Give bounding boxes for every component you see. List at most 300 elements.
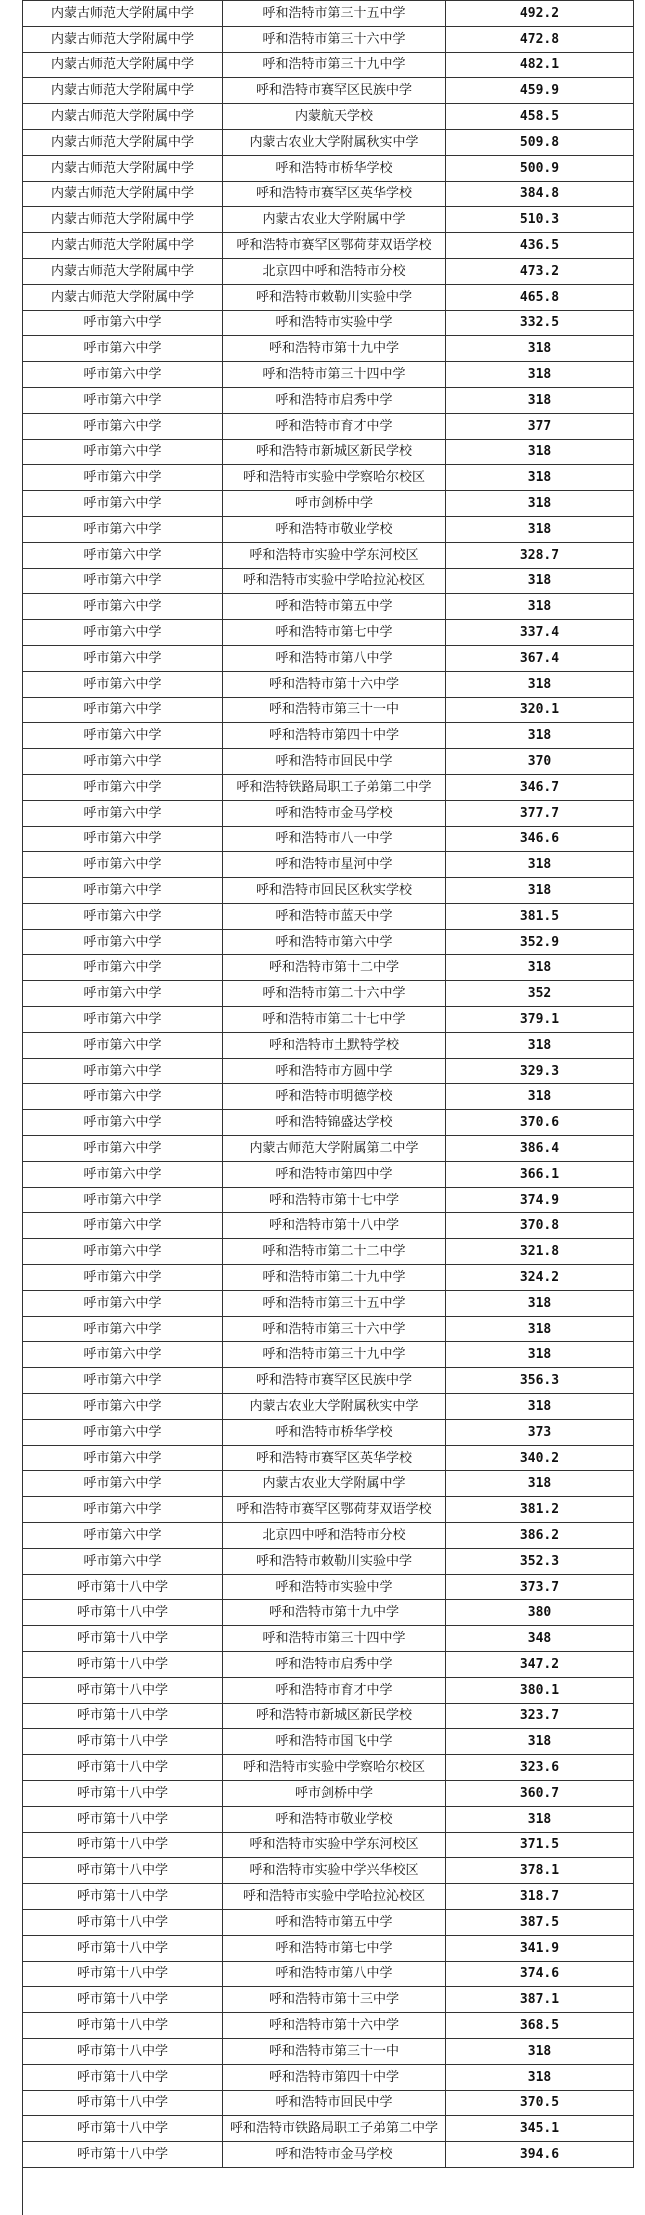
target-school-cell: 呼和浩特市第三十六中学 xyxy=(223,1316,446,1342)
score-cell: 318 xyxy=(446,1084,634,1110)
origin-school-cell: 呼市第六中学 xyxy=(23,1419,223,1445)
target-school-cell: 呼和浩特市第八中学 xyxy=(223,645,446,671)
score-cell: 318 xyxy=(446,1394,634,1420)
target-school-cell: 呼和浩特市实验中学 xyxy=(223,310,446,336)
target-school-cell: 呼和浩特市第三十五中学 xyxy=(223,1,446,27)
score-cell: 346.7 xyxy=(446,774,634,800)
score-cell: 384.8 xyxy=(446,181,634,207)
origin-school-cell: 呼市第六中学 xyxy=(23,1497,223,1523)
target-school-cell: 呼和浩特市第十三中学 xyxy=(223,1987,446,2013)
target-school-cell: 呼和浩特市第二十九中学 xyxy=(223,1265,446,1291)
target-school-cell: 呼和浩特市敬业学校 xyxy=(223,516,446,542)
target-school-cell: 呼和浩特市第四十中学 xyxy=(223,2064,446,2090)
score-cell: 318 xyxy=(446,491,634,517)
table-row xyxy=(23,1858,634,1884)
target-school-cell: 呼和浩特市第三十五中学 xyxy=(223,1290,446,1316)
table-row xyxy=(23,645,634,671)
target-school-cell: 内蒙古农业大学附属中学 xyxy=(223,207,446,233)
table-row xyxy=(23,2038,634,2064)
target-school-cell: 呼和浩特市回民中学 xyxy=(223,2090,446,2116)
target-school-cell: 内蒙古农业大学附属中学 xyxy=(223,1471,446,1497)
origin-school-cell: 呼市第六中学 xyxy=(23,1007,223,1033)
score-cell: 332.5 xyxy=(446,310,634,336)
origin-school-cell: 呼市第十八中学 xyxy=(23,2038,223,2064)
table-row xyxy=(23,774,634,800)
origin-school-cell: 呼市第十八中学 xyxy=(23,1935,223,1961)
origin-school-cell: 内蒙古师范大学附属中学 xyxy=(23,155,223,181)
origin-school-cell: 呼市第十八中学 xyxy=(23,1858,223,1884)
origin-school-cell: 呼市第十八中学 xyxy=(23,2116,223,2142)
target-school-cell: 呼和浩特市第十二中学 xyxy=(223,955,446,981)
origin-school-cell: 呼市第六中学 xyxy=(23,310,223,336)
score-cell: 318 xyxy=(446,336,634,362)
table-row xyxy=(23,878,634,904)
score-cell: 472.8 xyxy=(446,26,634,52)
table-row xyxy=(23,1884,634,1910)
score-cell: 465.8 xyxy=(446,284,634,310)
table-row xyxy=(23,1058,634,1084)
origin-school-cell: 呼市第六中学 xyxy=(23,1316,223,1342)
score-cell: 321.8 xyxy=(446,1239,634,1265)
score-cell: 473.2 xyxy=(446,258,634,284)
table-row xyxy=(23,1703,634,1729)
target-school-cell: 内蒙航天学校 xyxy=(223,104,446,130)
score-cell: 394.6 xyxy=(446,2142,634,2168)
table-row xyxy=(23,826,634,852)
table-row xyxy=(23,336,634,362)
target-school-cell: 呼和浩特市第十七中学 xyxy=(223,1187,446,1213)
table-row xyxy=(23,465,634,491)
score-cell: 370.8 xyxy=(446,1213,634,1239)
score-cell: 366.1 xyxy=(446,1161,634,1187)
table-row xyxy=(23,1755,634,1781)
origin-school-cell: 呼市第十八中学 xyxy=(23,2090,223,2116)
target-school-cell: 呼和浩特市赛罕区民族中学 xyxy=(223,78,446,104)
score-cell: 318 xyxy=(446,1471,634,1497)
table-row xyxy=(23,1265,634,1291)
origin-school-cell: 呼市第六中学 xyxy=(23,1368,223,1394)
target-school-cell: 呼和浩特市第五中学 xyxy=(223,1909,446,1935)
score-cell: 386.4 xyxy=(446,1136,634,1162)
score-cell: 371.5 xyxy=(446,1832,634,1858)
score-cell: 320.1 xyxy=(446,697,634,723)
score-cell: 387.5 xyxy=(446,1909,634,1935)
origin-school-cell: 呼市第十八中学 xyxy=(23,1729,223,1755)
table-row xyxy=(23,955,634,981)
target-school-cell: 呼和浩特市赛罕区英华学校 xyxy=(223,1445,446,1471)
score-table-container xyxy=(22,0,633,2168)
origin-school-cell: 呼市第六中学 xyxy=(23,1058,223,1084)
origin-school-cell: 呼市第六中学 xyxy=(23,749,223,775)
origin-school-cell: 呼市第六中学 xyxy=(23,413,223,439)
target-school-cell: 呼和浩特市桥华学校 xyxy=(223,1419,446,1445)
score-cell: 381.5 xyxy=(446,903,634,929)
score-cell: 347.2 xyxy=(446,1652,634,1678)
target-school-cell: 呼和浩特市第二十二中学 xyxy=(223,1239,446,1265)
table-row xyxy=(23,1497,634,1523)
table-row xyxy=(23,1239,634,1265)
target-school-cell: 呼和浩特市实验中学察哈尔校区 xyxy=(223,465,446,491)
table-row xyxy=(23,129,634,155)
target-school-cell: 呼和浩特铁路局职工子弟第二中学 xyxy=(223,774,446,800)
origin-school-cell: 呼市第六中学 xyxy=(23,1213,223,1239)
origin-school-cell: 内蒙古师范大学附属中学 xyxy=(23,181,223,207)
table-row xyxy=(23,542,634,568)
score-cell: 318 xyxy=(446,1316,634,1342)
score-cell: 324.2 xyxy=(446,1265,634,1291)
target-school-cell: 呼和浩特市实验中学 xyxy=(223,1574,446,1600)
target-school-cell: 呼和浩特市第四十中学 xyxy=(223,723,446,749)
origin-school-cell: 内蒙古师范大学附属中学 xyxy=(23,207,223,233)
target-school-cell: 呼和浩特市第二十六中学 xyxy=(223,981,446,1007)
target-school-cell: 呼和浩特市第十九中学 xyxy=(223,336,446,362)
target-school-cell: 呼和浩特市土默特学校 xyxy=(223,1032,446,1058)
table-row xyxy=(23,2090,634,2116)
score-cell: 318 xyxy=(446,671,634,697)
table-row xyxy=(23,1290,634,1316)
table-row xyxy=(23,181,634,207)
score-cell: 329.3 xyxy=(446,1058,634,1084)
target-school-cell: 呼和浩特市桥华学校 xyxy=(223,155,446,181)
table-row xyxy=(23,1600,634,1626)
origin-school-cell: 内蒙古师范大学附属中学 xyxy=(23,104,223,130)
score-cell: 368.5 xyxy=(446,2013,634,2039)
target-school-cell: 呼和浩特市启秀中学 xyxy=(223,1652,446,1678)
table-continuation xyxy=(22,2207,634,2215)
score-cell: 380 xyxy=(446,1600,634,1626)
target-school-cell: 呼和浩特市第十九中学 xyxy=(223,1600,446,1626)
origin-school-cell: 内蒙古师范大学附属中学 xyxy=(23,52,223,78)
origin-school-cell: 呼市第十八中学 xyxy=(23,1755,223,1781)
table-row xyxy=(23,1961,634,1987)
score-cell: 318 xyxy=(446,387,634,413)
origin-school-cell: 呼市第六中学 xyxy=(23,1084,223,1110)
target-school-cell: 北京四中呼和浩特市分校 xyxy=(223,1523,446,1549)
origin-school-cell: 呼市第六中学 xyxy=(23,878,223,904)
table-row xyxy=(23,1935,634,1961)
table-row xyxy=(23,310,634,336)
target-school-cell: 呼和浩特市赛罕区英华学校 xyxy=(223,181,446,207)
target-school-cell: 呼和浩特市国飞中学 xyxy=(223,1729,446,1755)
score-cell: 367.4 xyxy=(446,645,634,671)
score-cell: 458.5 xyxy=(446,104,634,130)
origin-school-cell: 内蒙古师范大学附属中学 xyxy=(23,258,223,284)
origin-school-cell: 呼市第六中学 xyxy=(23,1136,223,1162)
score-cell: 370.5 xyxy=(446,2090,634,2116)
score-cell: 352.9 xyxy=(446,929,634,955)
table-row xyxy=(23,155,634,181)
score-cell: 381.2 xyxy=(446,1497,634,1523)
target-school-cell: 呼和浩特市金马学校 xyxy=(223,2142,446,2168)
target-school-cell: 呼和浩特市第三十四中学 xyxy=(223,1626,446,1652)
target-school-cell: 呼市剑桥中学 xyxy=(223,1780,446,1806)
target-school-cell: 呼和浩特市方圆中学 xyxy=(223,1058,446,1084)
table-row xyxy=(23,258,634,284)
score-cell: 373.7 xyxy=(446,1574,634,1600)
origin-school-cell: 呼市第六中学 xyxy=(23,774,223,800)
origin-school-cell: 呼市第六中学 xyxy=(23,568,223,594)
score-cell: 318 xyxy=(446,852,634,878)
target-school-cell: 呼和浩特市第十八中学 xyxy=(223,1213,446,1239)
score-cell: 318 xyxy=(446,568,634,594)
origin-school-cell: 内蒙古师范大学附属中学 xyxy=(23,1,223,27)
table-row xyxy=(23,1419,634,1445)
table-row xyxy=(23,594,634,620)
target-school-cell: 呼和浩特市实验中学东河校区 xyxy=(223,1832,446,1858)
score-cell: 337.4 xyxy=(446,620,634,646)
score-cell: 374.6 xyxy=(446,1961,634,1987)
origin-school-cell: 呼市第六中学 xyxy=(23,697,223,723)
score-cell: 318 xyxy=(446,1729,634,1755)
table-row xyxy=(23,620,634,646)
target-school-cell: 呼和浩特市新城区新民学校 xyxy=(223,439,446,465)
score-cell: 373 xyxy=(446,1419,634,1445)
table-row xyxy=(23,1161,634,1187)
table-row xyxy=(23,1729,634,1755)
origin-school-cell: 内蒙古师范大学附属中学 xyxy=(23,233,223,259)
target-school-cell: 呼和浩特市新城区新民学校 xyxy=(223,1703,446,1729)
score-cell: 318 xyxy=(446,362,634,388)
table-row xyxy=(23,1,634,27)
table-row xyxy=(23,852,634,878)
score-cell: 387.1 xyxy=(446,1987,634,2013)
origin-school-cell: 呼市第六中学 xyxy=(23,1265,223,1291)
origin-school-cell: 呼市第十八中学 xyxy=(23,1677,223,1703)
origin-school-cell: 呼市第六中学 xyxy=(23,1110,223,1136)
table-row xyxy=(23,1626,634,1652)
target-school-cell: 呼和浩特市赛罕区鄂荷芽双语学校 xyxy=(223,1497,446,1523)
score-cell: 436.5 xyxy=(446,233,634,259)
score-cell: 509.8 xyxy=(446,129,634,155)
origin-school-cell: 呼市第十八中学 xyxy=(23,1884,223,1910)
score-cell: 318 xyxy=(446,516,634,542)
score-cell: 318 xyxy=(446,1342,634,1368)
target-school-cell: 呼和浩特市赛罕区民族中学 xyxy=(223,1368,446,1394)
table-row xyxy=(23,1084,634,1110)
origin-school-cell: 呼市第六中学 xyxy=(23,903,223,929)
target-school-cell: 呼和浩特市回民中学 xyxy=(223,749,446,775)
origin-school-cell: 呼市第六中学 xyxy=(23,542,223,568)
origin-school-cell: 呼市第六中学 xyxy=(23,336,223,362)
score-cell: 345.1 xyxy=(446,2116,634,2142)
origin-school-cell: 呼市第六中学 xyxy=(23,800,223,826)
score-cell: 356.3 xyxy=(446,1368,634,1394)
origin-school-cell: 呼市第十八中学 xyxy=(23,1780,223,1806)
table-row xyxy=(23,1471,634,1497)
target-school-cell: 呼和浩特市实验中学东河校区 xyxy=(223,542,446,568)
origin-school-cell: 呼市第六中学 xyxy=(23,1394,223,1420)
table-row xyxy=(23,104,634,130)
origin-school-cell: 呼市第十八中学 xyxy=(23,1574,223,1600)
origin-school-cell: 呼市第六中学 xyxy=(23,671,223,697)
origin-school-cell: 呼市第六中学 xyxy=(23,465,223,491)
score-cell: 340.2 xyxy=(446,1445,634,1471)
score-cell: 377 xyxy=(446,413,634,439)
origin-school-cell: 呼市第六中学 xyxy=(23,387,223,413)
score-cell: 380.1 xyxy=(446,1677,634,1703)
target-school-cell: 内蒙古农业大学附属秋实中学 xyxy=(223,129,446,155)
table-row xyxy=(23,1316,634,1342)
score-cell: 378.1 xyxy=(446,1858,634,1884)
target-school-cell: 呼和浩特市实验中学哈拉沁校区 xyxy=(223,1884,446,1910)
origin-school-cell: 呼市第十八中学 xyxy=(23,1626,223,1652)
score-cell: 348 xyxy=(446,1626,634,1652)
table-row xyxy=(23,1110,634,1136)
table-row xyxy=(23,413,634,439)
origin-school-cell: 内蒙古师范大学附属中学 xyxy=(23,78,223,104)
origin-school-cell: 呼市第十八中学 xyxy=(23,1806,223,1832)
origin-school-cell: 呼市第六中学 xyxy=(23,1471,223,1497)
score-cell: 318 xyxy=(446,723,634,749)
table-row xyxy=(23,1909,634,1935)
target-school-cell: 呼和浩特市回民区秋实学校 xyxy=(223,878,446,904)
target-school-cell: 呼和浩特市第十六中学 xyxy=(223,2013,446,2039)
score-cell: 318 xyxy=(446,594,634,620)
table-row xyxy=(23,1187,634,1213)
table-row xyxy=(23,491,634,517)
target-school-cell: 呼和浩特市铁路局职工子弟第二中学 xyxy=(223,2116,446,2142)
target-school-cell: 呼和浩特市第七中学 xyxy=(223,620,446,646)
target-school-cell: 呼和浩特锦盛达学校 xyxy=(223,1110,446,1136)
score-cell: 510.3 xyxy=(446,207,634,233)
table-row xyxy=(23,26,634,52)
origin-school-cell: 呼市第十八中学 xyxy=(23,1909,223,1935)
origin-school-cell: 内蒙古师范大学附属中学 xyxy=(23,26,223,52)
target-school-cell: 呼和浩特市第二十七中学 xyxy=(223,1007,446,1033)
origin-school-cell: 呼市第十八中学 xyxy=(23,2142,223,2168)
origin-school-cell: 呼市第六中学 xyxy=(23,594,223,620)
target-school-cell: 呼和浩特市八一中学 xyxy=(223,826,446,852)
table-row xyxy=(23,207,634,233)
origin-school-cell: 呼市第六中学 xyxy=(23,491,223,517)
origin-school-cell: 呼市第六中学 xyxy=(23,1187,223,1213)
table-row xyxy=(23,284,634,310)
target-school-cell: 呼和浩特市明德学校 xyxy=(223,1084,446,1110)
target-school-cell: 内蒙古师范大学附属第二中学 xyxy=(223,1136,446,1162)
target-school-cell: 呼和浩特市金马学校 xyxy=(223,800,446,826)
table-row xyxy=(23,362,634,388)
origin-school-cell: 呼市第六中学 xyxy=(23,826,223,852)
table-row xyxy=(23,78,634,104)
table-row xyxy=(23,1548,634,1574)
origin-school-cell: 呼市第六中学 xyxy=(23,1445,223,1471)
score-cell: 323.7 xyxy=(446,1703,634,1729)
origin-school-cell: 呼市第六中学 xyxy=(23,929,223,955)
target-school-cell: 呼和浩特市实验中学察哈尔校区 xyxy=(223,1755,446,1781)
origin-school-cell: 呼市第十八中学 xyxy=(23,1652,223,1678)
table-row xyxy=(23,1007,634,1033)
target-school-cell: 内蒙古农业大学附属秋实中学 xyxy=(223,1394,446,1420)
score-cell: 374.9 xyxy=(446,1187,634,1213)
target-school-cell: 呼和浩特市实验中学兴华校区 xyxy=(223,1858,446,1884)
target-school-cell: 呼和浩特市实验中学哈拉沁校区 xyxy=(223,568,446,594)
score-cell: 318 xyxy=(446,2064,634,2090)
origin-school-cell: 呼市第六中学 xyxy=(23,1161,223,1187)
origin-school-cell: 呼市第六中学 xyxy=(23,981,223,1007)
score-cell: 318 xyxy=(446,955,634,981)
origin-school-cell: 呼市第六中学 xyxy=(23,1523,223,1549)
table-row xyxy=(23,439,634,465)
table-row xyxy=(23,1032,634,1058)
origin-school-cell: 呼市第六中学 xyxy=(23,1290,223,1316)
table-row xyxy=(23,1342,634,1368)
target-school-cell: 呼市剑桥中学 xyxy=(223,491,446,517)
origin-school-cell: 呼市第六中学 xyxy=(23,439,223,465)
score-cell: 370 xyxy=(446,749,634,775)
target-school-cell: 呼和浩特市第三十九中学 xyxy=(223,52,446,78)
table-row xyxy=(23,233,634,259)
origin-school-cell: 呼市第十八中学 xyxy=(23,1600,223,1626)
target-school-cell: 北京四中呼和浩特市分校 xyxy=(223,258,446,284)
target-school-cell: 呼和浩特市第五中学 xyxy=(223,594,446,620)
origin-school-cell: 呼市第六中学 xyxy=(23,723,223,749)
score-cell: 318 xyxy=(446,878,634,904)
origin-school-cell: 呼市第六中学 xyxy=(23,645,223,671)
score-table-body xyxy=(23,1,634,2168)
target-school-cell: 呼和浩特市第七中学 xyxy=(223,1935,446,1961)
origin-school-cell: 呼市第六中学 xyxy=(23,620,223,646)
score-cell: 482.1 xyxy=(446,52,634,78)
score-cell: 318 xyxy=(446,1806,634,1832)
target-school-cell: 呼和浩特市赛罕区鄂荷芽双语学校 xyxy=(223,233,446,259)
origin-school-cell: 呼市第十八中学 xyxy=(23,2013,223,2039)
score-cell: 318.7 xyxy=(446,1884,634,1910)
origin-school-cell: 呼市第六中学 xyxy=(23,852,223,878)
table-row xyxy=(23,52,634,78)
score-cell: 459.9 xyxy=(446,78,634,104)
score-cell: 379.1 xyxy=(446,1007,634,1033)
origin-school-cell: 内蒙古师范大学附属中学 xyxy=(23,129,223,155)
table-row xyxy=(23,2142,634,2168)
origin-school-cell: 内蒙古师范大学附属中学 xyxy=(23,284,223,310)
table-row xyxy=(23,2013,634,2039)
table-row xyxy=(23,1780,634,1806)
target-school-cell: 呼和浩特市蓝天中学 xyxy=(223,903,446,929)
origin-school-cell: 呼市第六中学 xyxy=(23,516,223,542)
score-cell: 492.2 xyxy=(446,1,634,27)
table-row xyxy=(23,1213,634,1239)
table-row xyxy=(23,1832,634,1858)
origin-school-cell: 呼市第六中学 xyxy=(23,955,223,981)
score-cell: 346.6 xyxy=(446,826,634,852)
origin-school-cell: 呼市第十八中学 xyxy=(23,1961,223,1987)
origin-school-cell: 呼市第六中学 xyxy=(23,1032,223,1058)
score-cell: 318 xyxy=(446,1290,634,1316)
score-cell: 352 xyxy=(446,981,634,1007)
table-row xyxy=(23,903,634,929)
score-cell: 318 xyxy=(446,2038,634,2064)
score-cell: 370.6 xyxy=(446,1110,634,1136)
table-row xyxy=(23,929,634,955)
table-row xyxy=(23,1136,634,1162)
table-row xyxy=(23,1445,634,1471)
target-school-cell: 呼和浩特市第三十九中学 xyxy=(223,1342,446,1368)
table-row xyxy=(23,1806,634,1832)
origin-school-cell: 呼市第十八中学 xyxy=(23,1987,223,2013)
table-row xyxy=(23,1574,634,1600)
table-row xyxy=(23,568,634,594)
table-row xyxy=(23,2116,634,2142)
table-row xyxy=(23,749,634,775)
table-row xyxy=(23,1652,634,1678)
score-cell: 323.6 xyxy=(446,1755,634,1781)
target-school-cell: 呼和浩特市第八中学 xyxy=(223,1961,446,1987)
target-school-cell: 呼和浩特市敕勒川实验中学 xyxy=(223,284,446,310)
target-school-cell: 呼和浩特市启秀中学 xyxy=(223,387,446,413)
target-school-cell: 呼和浩特市第十六中学 xyxy=(223,671,446,697)
table-row xyxy=(23,2064,634,2090)
table-row xyxy=(23,723,634,749)
